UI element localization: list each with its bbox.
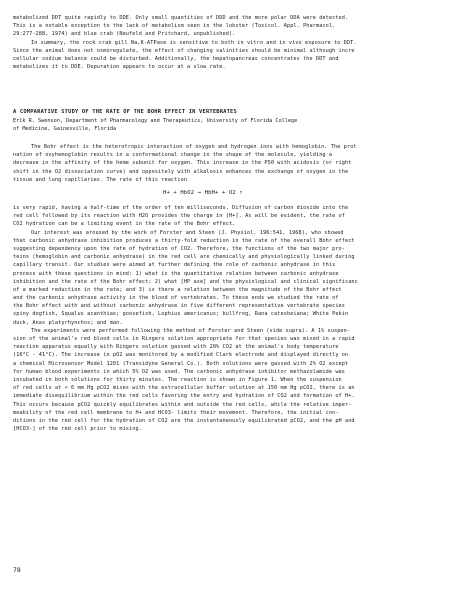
text-line: teins (hemoglobin and carbonic anhydrase) in the red cell are chemically and physiologically linked during: [13, 254, 355, 261]
body-text-block-b: [13, 204, 443, 433]
text-line: red cell followed by its reaction with H2O provides the charge in [H+]. As will be evident, the rate of: [13, 213, 345, 220]
article-title: A COMPARATIVE STUDY OF THE RATE OF THE BOHR EFFECT IN VERTEBRATES: [13, 109, 237, 115]
text-line: is very rapid, having a half-time of the order of ten milliseconds. Diffusion of carbon dioxide into the: [13, 205, 349, 211]
text-line: immediate disequilibrium within the red cells favoring the entry and hydration of CO2 and formation of H+.: [13, 393, 355, 400]
text-line: that carbonic anhydrase inhibition produces a thirty-fold reduction in the rate of the overall Bohr effect: [13, 237, 355, 244]
text-line: of red cells at < 6 mm Hg pCO2 mixes with the extracellular buffer solution at 150 mm Hg pCO2, there is an: [13, 385, 355, 392]
text-line: spiny dogfish, Squalus acanthias; goosefish, Lophius americanus; bullfrog, Rana catesbeiana; White Pekin: [13, 311, 349, 318]
text-line: of a marked reduction in the rate; and 3) is there a relation between the magnitude of the Bohr effect: [13, 286, 342, 293]
text-line: CO2 hydration can be a limiting event in the rate of the Bohr effect.: [13, 221, 236, 228]
text-line: a chemical Microsensor Model 1201 (Transidyne General Co.). Both solutions were gassed with 2% O2 except: [13, 360, 349, 367]
continued-text-block: [13, 14, 443, 71]
text-line: cellular sodium balance could be disturbed. Additionally, the hepatopancreas concentrates the DDT and: [13, 55, 339, 62]
text-line: reaction apparatus equally with Ringers solution gassed with 20% CO2 at the animal's body temperature: [13, 344, 339, 351]
text-line: Our interest was aroused by the work of Forster and Steen (J. Physiol. 196:541, 1968), who showed: [31, 229, 344, 236]
text-line: shift in the O2 dissociation curve) and oppositely with alkalosis enhances the exchange of oxygen in the: [13, 168, 349, 175]
text-line: metabolized DDT quite rapidly to DDE. Only small quantities of DDD and the more polar DDA were detected.: [13, 15, 349, 21]
text-line: This occurs because pCO2 quickly equilibrates within and outside the red cells, while the relative imper-: [13, 401, 352, 408]
text-line: for human blood experiments in which 5% O2 was used. The carbonic anhydrase inhibitor methazolamide was: [13, 368, 345, 375]
equation: [13, 189, 443, 197]
text-line: sion of the animal's red blood cells in Ringers solution appropriate for that species was mixed in a rapid: [13, 336, 355, 342]
text-line: tissue and lung capillaries. The rate of this reaction: [13, 176, 188, 183]
body-text-block-a: [13, 143, 443, 184]
text-line: incubated in both solutions for thirty minutes. The reaction is shown in Figure 1. When the suspension: [13, 376, 342, 383]
text-line: capillary transit. Our studies were aimed at further defining the role of carbonic anhydrase in this: [13, 262, 336, 269]
text-line: process with these questions in mind: 1) what is the quantitative relation between carbonic anhydrase: [13, 270, 339, 277]
text-line: Since the animal does not osmoregulate, the effect of changing salinities should be minimal although incre: [13, 47, 355, 54]
text-line: duck, Anas platyrhynchos; and man.: [13, 319, 123, 326]
text-line: inhibition and the rate of the Bohr effect; 2) what [HP ase] and the physiological and clinical significanc: [13, 278, 358, 285]
author-affiliation-line-2: of Medicine, Gainesville, Florida: [13, 125, 117, 132]
text-line: ditions in the red cell for the hydration of CO2 are the instantaneously equilibrated pCO2, and the pH and: [13, 417, 355, 424]
text-line: the Bohr effect with and without carbonic anhydrase in five different representative vertebrate species: [13, 303, 345, 310]
page-number: 78: [13, 566, 21, 574]
text-line: metabolizes it to DDE. Depuration appears to occur at a slow rate.: [13, 64, 226, 71]
author-affiliation-line-1: Erik R. Swenson, Department of Pharmacology and Therapeutics, University of Florida College: [13, 118, 298, 124]
text-line: This is a notable exception to the lack of metabolism seen in the lobster (Toxicol. Appl. Pharmacol.: [13, 23, 336, 30]
text-line: and the carbonic anhydrase activity in the blood of vertebrates. To these ends we studied the rate of: [13, 295, 339, 302]
text-line: suggesting dependency upon the rate of hydration of CO2. Therefore, the functions of the two major pro-: [13, 245, 345, 252]
equation-text: H+ + HbO2 → HbH+ + O2 ↑: [163, 190, 243, 196]
text-line: The experiments were performed following the method of Forster and Steen (vide supra). A 1% suspen-: [31, 327, 351, 334]
text-line: meability of the red cell membrane to H+ and HCO3- limits their movement. Therefore, the initial con-: [13, 409, 339, 416]
text-line: [HCO3-] of the red cell prior to mixing.: [13, 426, 142, 433]
text-line: 29:277-288, 1974) and blue crab (Neufeld and Pritchard, unpublished).: [13, 31, 236, 38]
text-line: (16°C - 41°C). The increase in pO2 was monitored by a modified Clark electrode and displayed directly on: [13, 352, 349, 359]
text-line: In summary, the rock crab gill Na,K-ATPase is sensitive to both in vitro and in vivo exposure to DDT.: [31, 39, 357, 46]
text-line: nation of oxyhemoglobin results in a conformational change in the shape of the molecule, yielding a: [13, 152, 333, 159]
text-line: decrease in the affinity of the heme subunit for oxygen. This increase in the P50 with acidosis (or right: [13, 160, 352, 167]
text-line: The Bohr effect is the heterotropic interaction of oxygen and hydrogen ions with hemoglobin. The prot: [31, 144, 357, 150]
